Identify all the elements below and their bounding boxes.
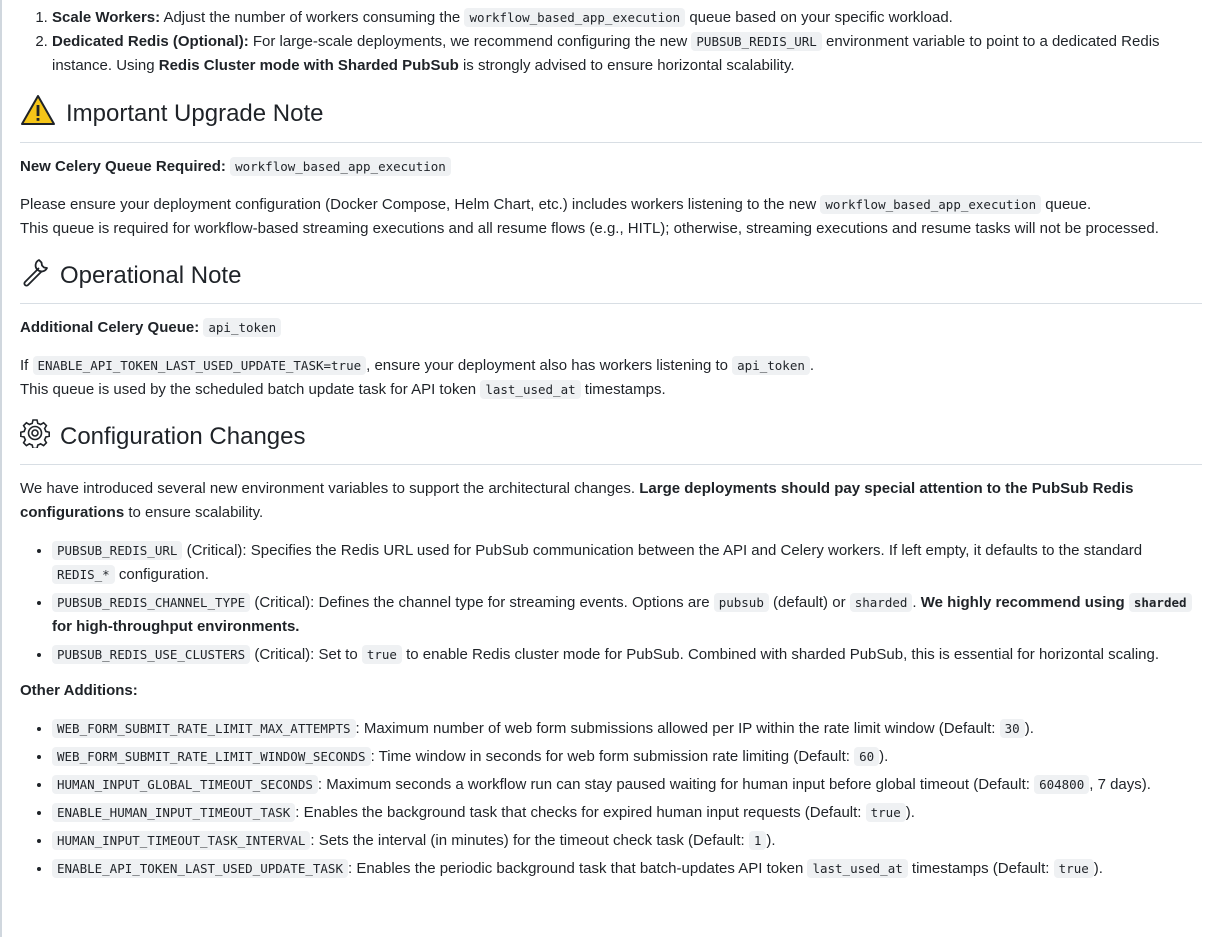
inline-code: HUMAN_INPUT_GLOBAL_TIMEOUT_SECONDS (52, 775, 318, 794)
paragraph-text: . (809, 357, 815, 374)
inline-code: 30 (1000, 719, 1025, 738)
config-intro (20, 477, 1202, 525)
warning-icon (20, 94, 56, 134)
paragraph-text: If (20, 357, 33, 374)
item-text: For large-scale deployments, we recommend configuring the new (248, 33, 692, 50)
paragraph-text: , ensure your deployment also has workers listening to (366, 357, 733, 374)
item-text: : Enables the background task that checks for expired human input requests (Default: (295, 804, 866, 821)
label-text: Additional Celery Queue: (20, 319, 200, 336)
config-list (20, 539, 1202, 667)
inline-code: workflow_based_app_execution (230, 157, 451, 176)
item-text: (Critical): Specifies the Redis URL used for PubSub communication between the API and Celery workers. If left empty, it defaults to the standard (182, 542, 1143, 559)
list-item (52, 717, 1202, 741)
config-heading (20, 418, 1202, 465)
inline-code: workflow_based_app_execution (820, 195, 1041, 214)
item-text: Adjust the number of workers consuming the (160, 9, 465, 26)
inline-code: true (1054, 859, 1094, 878)
inline-code: WEB_FORM_SUBMIT_RATE_LIMIT_MAX_ATTEMPTS (52, 719, 356, 738)
item-text: environment variable to point to a dedicated Redis instance. Using (52, 33, 1160, 74)
emphasis: Large deployments should pay special attention to the PubSub Redis configurations (20, 480, 1134, 521)
inline-code: PUBSUB_REDIS_URL (691, 32, 821, 51)
label-text: Other Additions: (20, 682, 138, 699)
upgrade-heading (20, 94, 1202, 143)
item-text: is strongly advised to ensure horizontal scalability. (458, 57, 795, 74)
item-text: (Critical): Defines the channel type for streaming events. Options are (250, 594, 714, 611)
item-text: ). (766, 832, 776, 849)
list-item (52, 591, 1202, 639)
inline-code: 604800 (1034, 775, 1089, 794)
item-text: ). (905, 804, 915, 821)
inline-code: sharded (1129, 593, 1192, 612)
emphasis-text: for high-throughput environments. (52, 618, 300, 635)
item-text: (default) or (768, 594, 850, 611)
inline-code: true (362, 645, 402, 664)
paragraph-text: We have introduced several new environment variables to support the architectural changes. (20, 480, 640, 497)
paragraph-text: queue. (1041, 196, 1092, 213)
list-item (52, 801, 1202, 825)
inline-code: PUBSUB_REDIS_URL (52, 541, 182, 560)
item-text: . (912, 594, 921, 611)
paragraph-text: This queue is used by the scheduled batch update task for API token (20, 381, 481, 398)
list-item (52, 773, 1202, 797)
paragraph-text: to ensure scalability. (124, 504, 264, 521)
item-text: timestamps (Default: (907, 860, 1054, 877)
heading-text: Configuration Changes (60, 423, 306, 450)
item-text: to enable Redis cluster mode for PubSub. Combined with sharded PubSub, this is essential for horizontal scaling. (401, 646, 1160, 663)
item-text: : Enables the periodic background task that batch-updates API token (347, 860, 808, 877)
gear-icon (20, 418, 50, 456)
item-text: queue based on your specific workload. (685, 9, 953, 26)
list-item (52, 857, 1202, 881)
inline-code: last_used_at (807, 859, 907, 878)
inline-code: 60 (854, 747, 879, 766)
wrench-icon (20, 257, 50, 295)
item-text: , 7 days). (1089, 776, 1151, 793)
inline-code: ENABLE_HUMAN_INPUT_TIMEOUT_TASK (52, 803, 295, 822)
operational-paragraph (20, 354, 1202, 402)
emphasis: Redis Cluster mode with Sharded PubSub (158, 57, 459, 74)
list-item (52, 539, 1202, 587)
upgrade-paragraph (20, 193, 1202, 241)
item-text: ). (1093, 860, 1103, 877)
heading-text: Important Upgrade Note (66, 100, 324, 127)
inline-code: workflow_based_app_execution (464, 8, 685, 27)
inline-code: pubsub (714, 593, 769, 612)
inline-code: true (866, 803, 906, 822)
item-text: : Maximum seconds a workflow run can stay paused waiting for human input before global timeout (Default: (317, 776, 1035, 793)
other-additions-list (20, 717, 1202, 881)
item-text: : Time window in seconds for web form submission rate limiting (Default: (370, 748, 855, 765)
inline-code: api_token (732, 356, 810, 375)
list-item (52, 829, 1202, 853)
inline-code: ENABLE_API_TOKEN_LAST_USED_UPDATE_TASK=true (33, 356, 367, 375)
inline-code: ENABLE_API_TOKEN_LAST_USED_UPDATE_TASK (52, 859, 348, 878)
inline-code: 1 (749, 831, 767, 850)
paragraph-text: timestamps. (580, 381, 666, 398)
paragraph-text: Please ensure your deployment configuration (Docker Compose, Helm Chart, etc.) includes workers listening to the new (20, 196, 821, 213)
inline-code: WEB_FORM_SUBMIT_RATE_LIMIT_WINDOW_SECONDS (52, 747, 371, 766)
item-text: ). (1024, 720, 1034, 737)
inline-code: PUBSUB_REDIS_USE_CLUSTERS (52, 645, 250, 664)
queue-label (20, 316, 1202, 340)
inline-code: sharded (850, 593, 913, 612)
emphasis-text: We highly recommend using (920, 594, 1129, 611)
operational-heading (20, 257, 1202, 304)
inline-code: PUBSUB_REDIS_CHANNEL_TYPE (52, 593, 250, 612)
inline-code: HUMAN_INPUT_TIMEOUT_TASK_INTERVAL (52, 831, 310, 850)
heading-text: Operational Note (60, 262, 242, 289)
inline-code: api_token (203, 318, 281, 337)
item-text: : Maximum number of web form submissions allowed per IP within the rate limit window (Default: (355, 720, 1000, 737)
label-text: New Celery Queue Required: (20, 158, 226, 175)
item-title: Dedicated Redis (Optional): (52, 33, 249, 50)
list-item (52, 30, 1202, 78)
paragraph-text: This queue is required for workflow-based streaming executions and all resume flows (e.g., HITL); otherwise, streaming executions and resume tasks will not be processed. (20, 220, 1159, 237)
item-text: ). (879, 748, 889, 765)
inline-code: last_used_at (480, 380, 580, 399)
item-text: (Critical): Set to (250, 646, 362, 663)
release-notes-content (20, 6, 1202, 893)
queue-label (20, 155, 1202, 179)
intro-list (20, 6, 1202, 78)
list-item (52, 745, 1202, 769)
list-item (52, 6, 1202, 30)
other-additions-label (20, 679, 1202, 703)
list-item (52, 643, 1202, 667)
item-title: Scale Workers: (52, 9, 161, 26)
item-text: configuration. (114, 566, 209, 583)
inline-code: REDIS_* (52, 565, 115, 584)
item-text: : Sets the interval (in minutes) for the timeout check task (Default: (310, 832, 749, 849)
